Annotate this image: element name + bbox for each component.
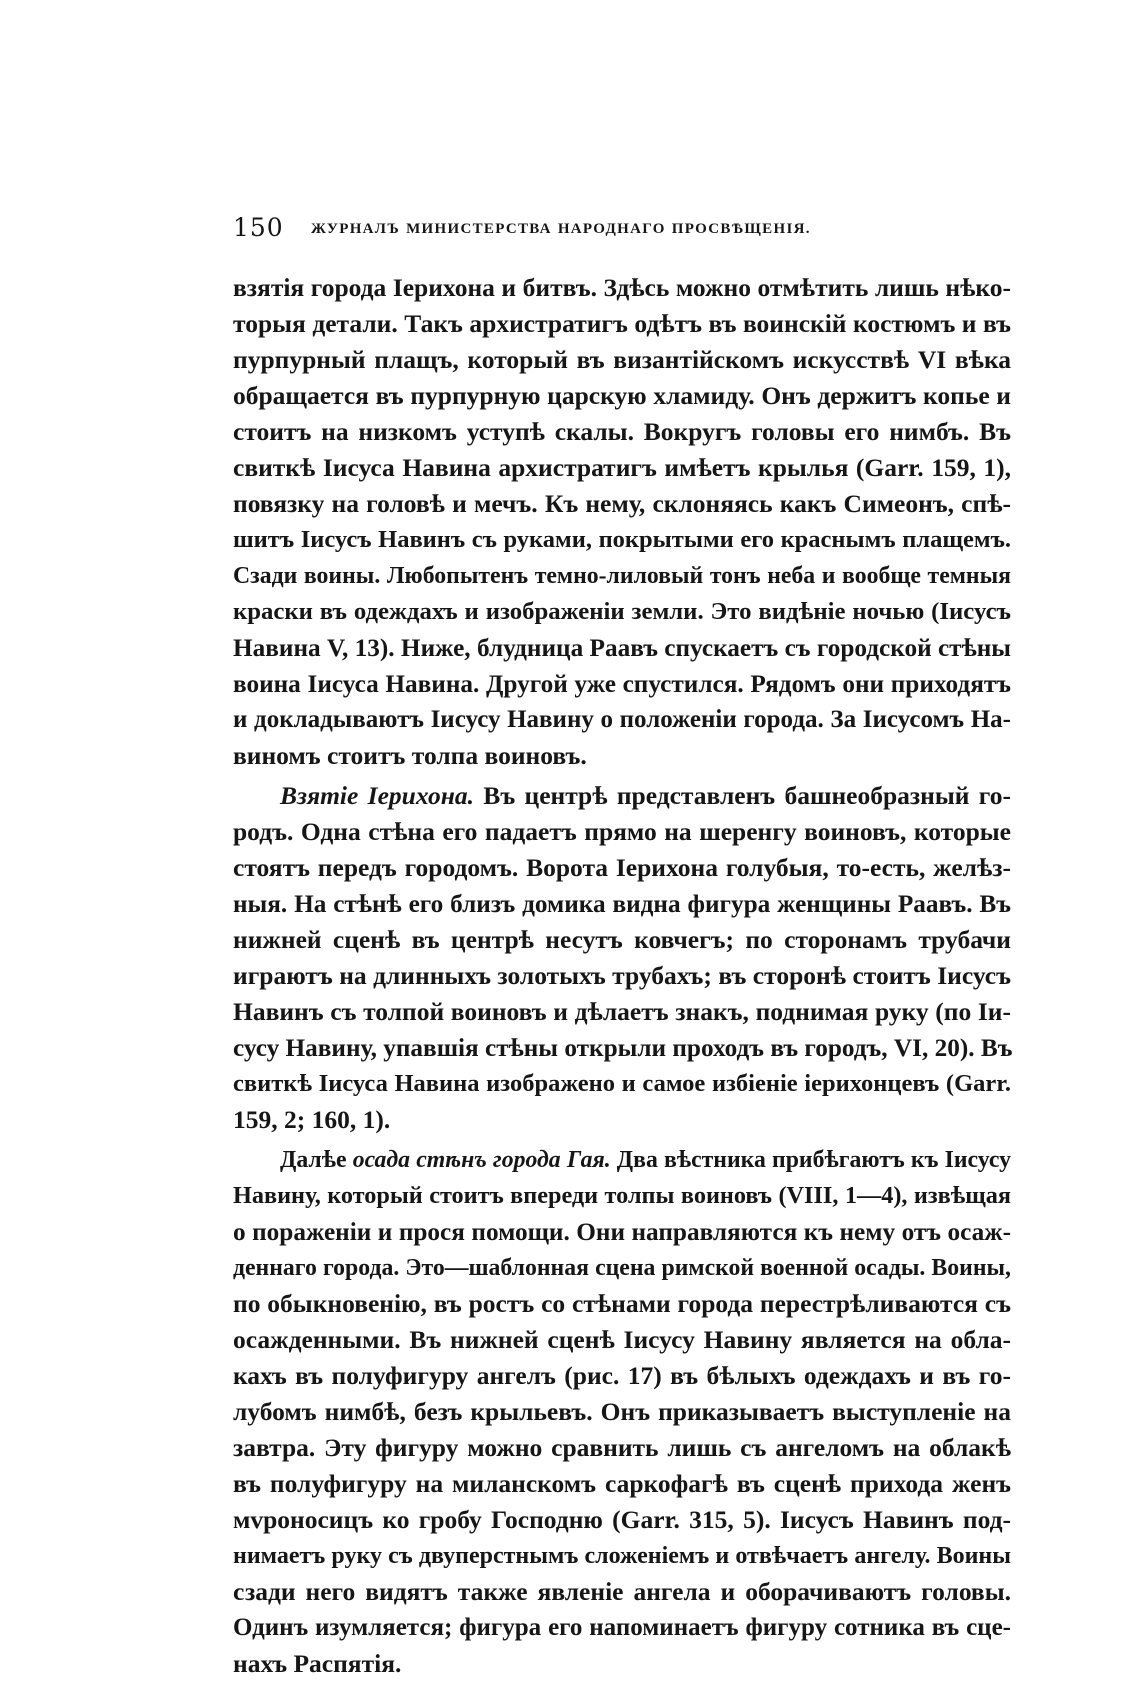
text-line: Навину, который стоитъ впереди толпы воиновъ (VIII, 1—4), извѣщая xyxy=(233,1182,1011,1209)
text-line: и докладываютъ Іисусу Навину о положеніи города. За Іисусомъ На- xyxy=(233,706,1011,733)
text-line: Сзади воины. Любопытенъ темно-лиловый тонъ неба и вообще темныя xyxy=(233,563,1011,589)
paragraph-3 xyxy=(233,1142,1011,1682)
italic-heading: Взятіе Іерихона. xyxy=(280,781,474,810)
paragraph-1 xyxy=(233,270,1011,774)
text-line: свиткѣ Іисуса Навина архистратигъ имѣетъ крылья (Garr. 159, 1), xyxy=(233,453,1011,482)
text-line: деннаго города. Это—шаблонная сцена римской военной осады. Воины, xyxy=(233,1255,1011,1281)
text-line xyxy=(233,778,1011,814)
text-line: Одинъ изумляется; фигура его напоминаетъ фигуру сотника въ сце- xyxy=(233,1614,1011,1641)
text-line: играютъ на длинныхъ золотыхъ трубахъ; въ сторонѣ стоитъ Іисусъ xyxy=(233,961,1011,990)
text-line: родъ. Одна стѣна его падаетъ прямо на шеренгу воиновъ, которые xyxy=(233,817,1011,846)
text-line: Навина V, 13). Ниже, блудница Раавъ спускаетъ съ городской стѣны xyxy=(233,634,1011,662)
text-line: осажденными. Въ нижней сценѣ Іисусу Навину является на обла- xyxy=(233,1325,1011,1354)
text-line: нижней сценѣ въ центрѣ несутъ ковчегъ; по сторонамъ трубачи xyxy=(233,925,1011,954)
text-line: 159, 2; 160, 1). xyxy=(233,1105,391,1134)
text-line: ныя. На стѣнѣ его близъ домика видна фигура женщины Раавъ. Въ xyxy=(233,890,1011,918)
page-header xyxy=(233,213,908,249)
text-line xyxy=(233,1142,1011,1178)
text-line: обращается въ пурпурную царскую хламиду. Онъ держитъ копье и xyxy=(233,381,1011,410)
text-line: Навинъ съ толпой воиновъ и дѣлаетъ знакъ, поднимая руку (по Іи- xyxy=(233,997,1011,1026)
text-line: взятія города Іерихона и битвъ. Здѣсь можно отмѣтить лишь нѣко- xyxy=(233,273,1011,302)
text-line: кахъ въ полуфигуру ангелъ (рис. 17) въ бѣлыхъ одеждахъ и въ го- xyxy=(233,1361,1011,1390)
italic-heading: осада стѣнъ города Гая. xyxy=(352,1147,611,1173)
body-text xyxy=(233,270,1011,1682)
text-line: виномъ стоитъ толпа воиновъ. xyxy=(233,741,587,770)
text-line: свиткѣ Іисуса Навина изображено и самое избіеніе іерихонцевъ (Garr. xyxy=(233,1070,1011,1097)
text-line: нимаетъ руку съ двуперстнымъ сложеніемъ и отвѣчаетъ ангелу. Воины xyxy=(233,1543,1011,1569)
text-line: воина Іисуса Навина. Другой уже спустился. Рядомъ они приходятъ xyxy=(233,670,1011,698)
text-line: краски въ одеждахъ и изображеніи земли. Это видѣніе ночью (Іисусъ xyxy=(233,598,1011,625)
paragraph-2 xyxy=(233,778,1011,1138)
text-line: въ полуфигуру на миланскомъ саркофагѣ въ сценѣ прихода женъ xyxy=(233,1469,1011,1498)
text-run: Въ центрѣ представленъ башнеобразный го- xyxy=(473,781,1011,810)
text-line: завтра. Эту фигуру можно сравнить лишь съ ангеломъ на облакѣ xyxy=(233,1433,1011,1462)
text-line: сусу Навину, упавшія стѣны открыли проходъ въ городъ, VI, 20). Въ xyxy=(233,1034,1013,1062)
text-line: торыя детали. Такъ архистратигъ одѣтъ въ воинскій костюмъ и въ xyxy=(233,309,1011,338)
text-line: нахъ Распятія. xyxy=(233,1649,402,1678)
text-line: мvроносицъ ко гробу Господню (Garr. 315, 5). Іисусъ Навинъ под- xyxy=(233,1505,1011,1534)
text-line: стоитъ на низкомъ уступѣ скалы. Вокругъ головы его нимбъ. Въ xyxy=(233,417,1011,446)
text-line: сзади него видятъ также явленіе ангела и оборачиваютъ головы. xyxy=(233,1577,1011,1606)
text-line: о пораженіи и прося помощи. Они направляются къ нему отъ осаж- xyxy=(233,1218,1011,1246)
text-line: стоятъ передъ городомъ. Ворота Іерихона голубыя, то-есть, желѣз- xyxy=(233,853,1011,882)
running-title: ЖУРНАЛЪ МИНИСТЕРСТВА НАРОДНАГО ПРОСВѢЩЕНІЯ. xyxy=(311,221,811,237)
text-line: пурпурный плащъ, который въ византійскомъ искусствѣ VI вѣка xyxy=(233,345,1011,374)
text-run: Два вѣстника прибѣгаютъ къ Іисусу xyxy=(610,1147,1011,1173)
text-line: по обыкновенію, въ ростъ со стѣнами города перестрѣливаются съ xyxy=(233,1289,1011,1318)
text-line: шитъ Іисусъ Навинъ съ руками, покрытыми его краснымъ плащемъ. xyxy=(233,526,1011,553)
page-number: 150 xyxy=(233,213,284,242)
text-line: повязку на головѣ и мечъ. Къ нему, склоняясь какъ Симеонъ, спѣ- xyxy=(233,489,1011,518)
text-run: Далѣе xyxy=(280,1147,353,1173)
text-line: лубомъ нимбѣ, безъ крыльевъ. Онъ приказываетъ выступленіе на xyxy=(233,1397,1011,1426)
